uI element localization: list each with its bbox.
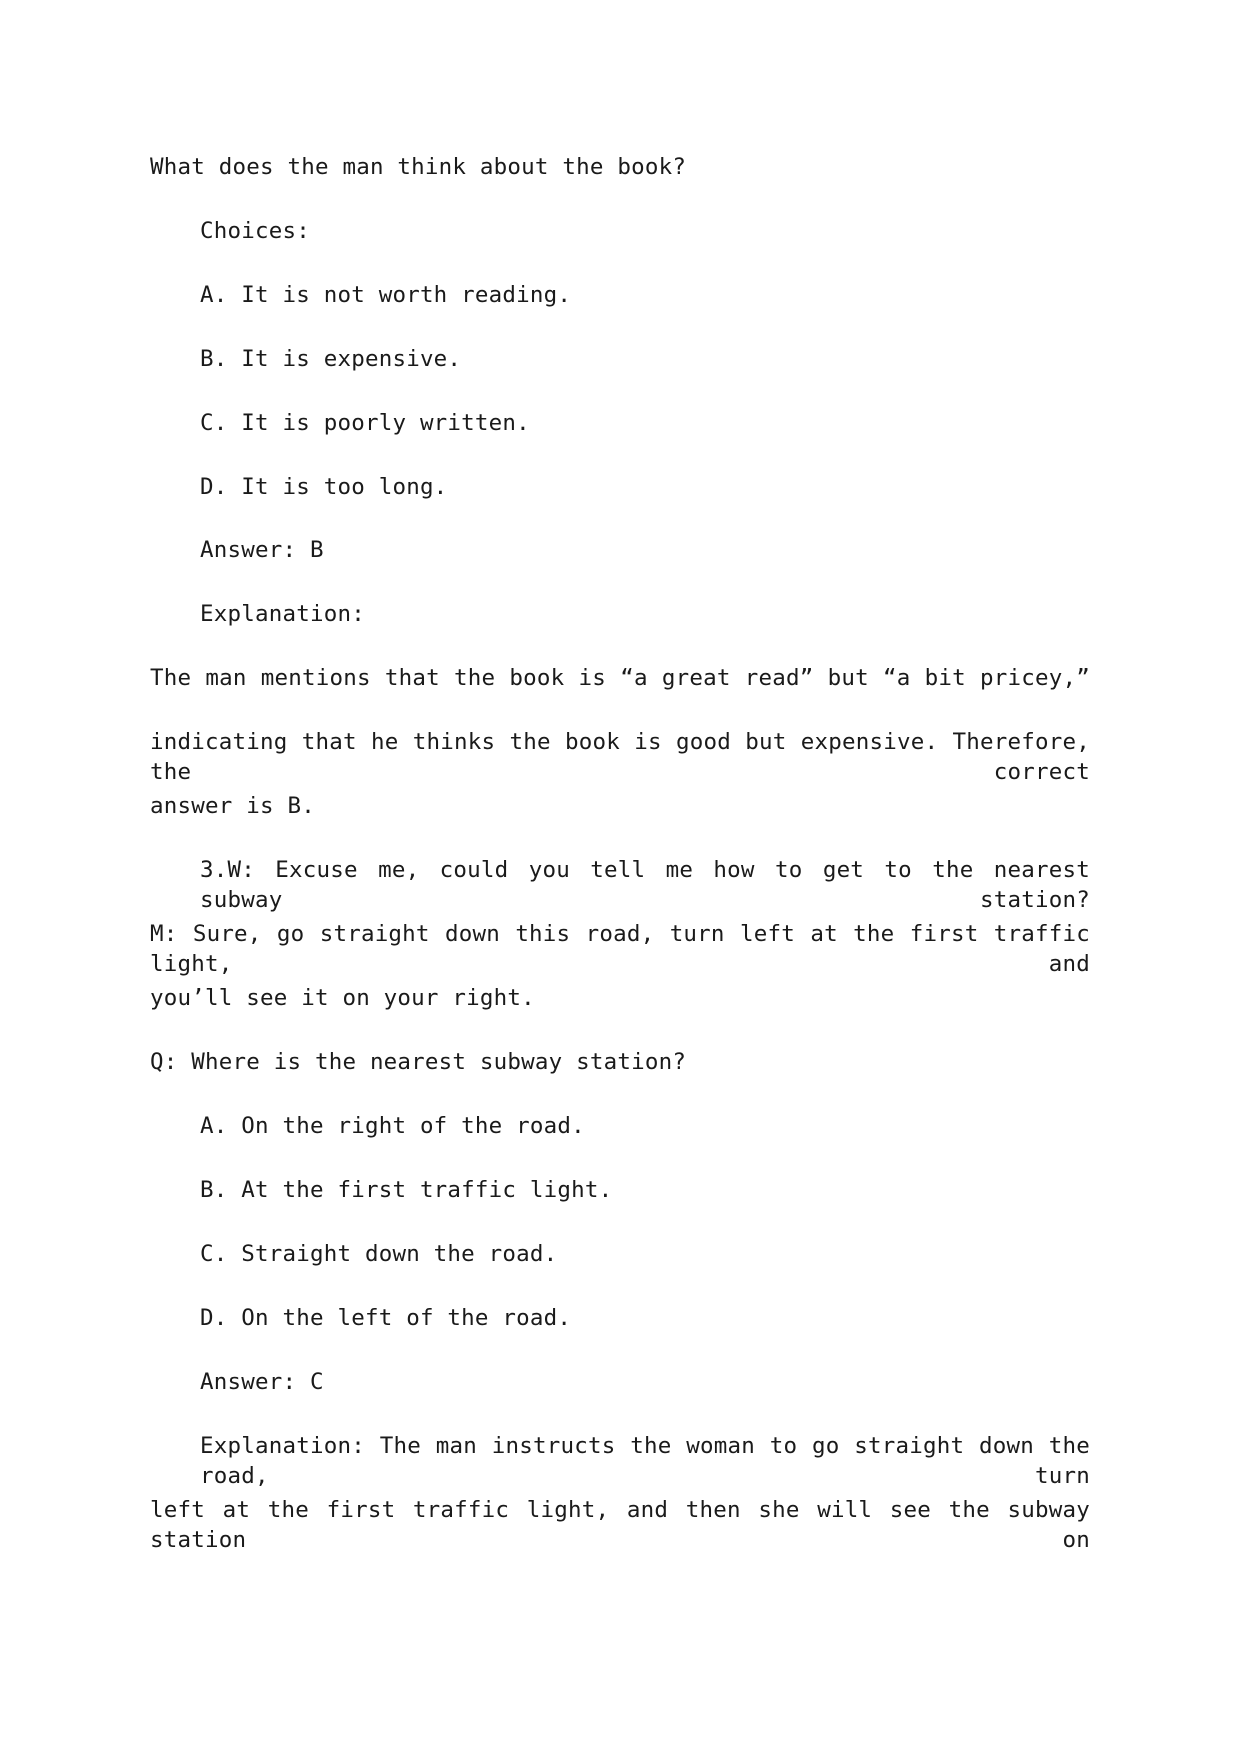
dialogue-3-line-1: 3.W: Excuse me, could you tell me how to get to the nearest subway station? xyxy=(200,857,1090,913)
choice-a: A. It is not worth reading. xyxy=(200,282,572,308)
answer-2: Answer: B xyxy=(200,537,324,563)
dialogue-3-line-2: M: Sure, go straight down this road, turn left at the first traffic light, and xyxy=(150,921,1090,977)
choice-c: C. Straight down the road. xyxy=(200,1241,558,1267)
explanation-3-line-1: Explanation: The man instructs the woman to go straight down the road, turn xyxy=(200,1433,1090,1489)
choice-a: A. On the right of the road. xyxy=(200,1113,585,1139)
explanation-2-line-1: The man mentions that the book is “a great read” but “a bit pricey,” xyxy=(150,665,1090,691)
choice-c: C. It is poorly written. xyxy=(200,410,530,436)
choice-d: D. On the left of the road. xyxy=(200,1305,572,1331)
answer-3: Answer: C xyxy=(200,1369,324,1395)
question-3-text: Q: Where is the nearest subway station? xyxy=(150,1049,687,1075)
explanation-label: Explanation: xyxy=(200,601,365,627)
explanation-2-line-2: indicating that he thinks the book is good but expensive. Therefore, the correct xyxy=(150,729,1090,785)
choices-label: Choices: xyxy=(200,218,310,244)
dialogue-3-line-3: you’ll see it on your right. xyxy=(150,985,535,1011)
explanation-3-line-2: left at the first traffic light, and then she will see the subway station on xyxy=(150,1497,1090,1553)
choice-b: B. It is expensive. xyxy=(200,346,462,372)
explanation-2-line-3: answer is B. xyxy=(150,793,315,819)
choice-d: D. It is too long. xyxy=(200,474,448,500)
choice-b: B. At the first traffic light. xyxy=(200,1177,613,1203)
question-2-text: What does the man think about the book? xyxy=(150,154,687,180)
